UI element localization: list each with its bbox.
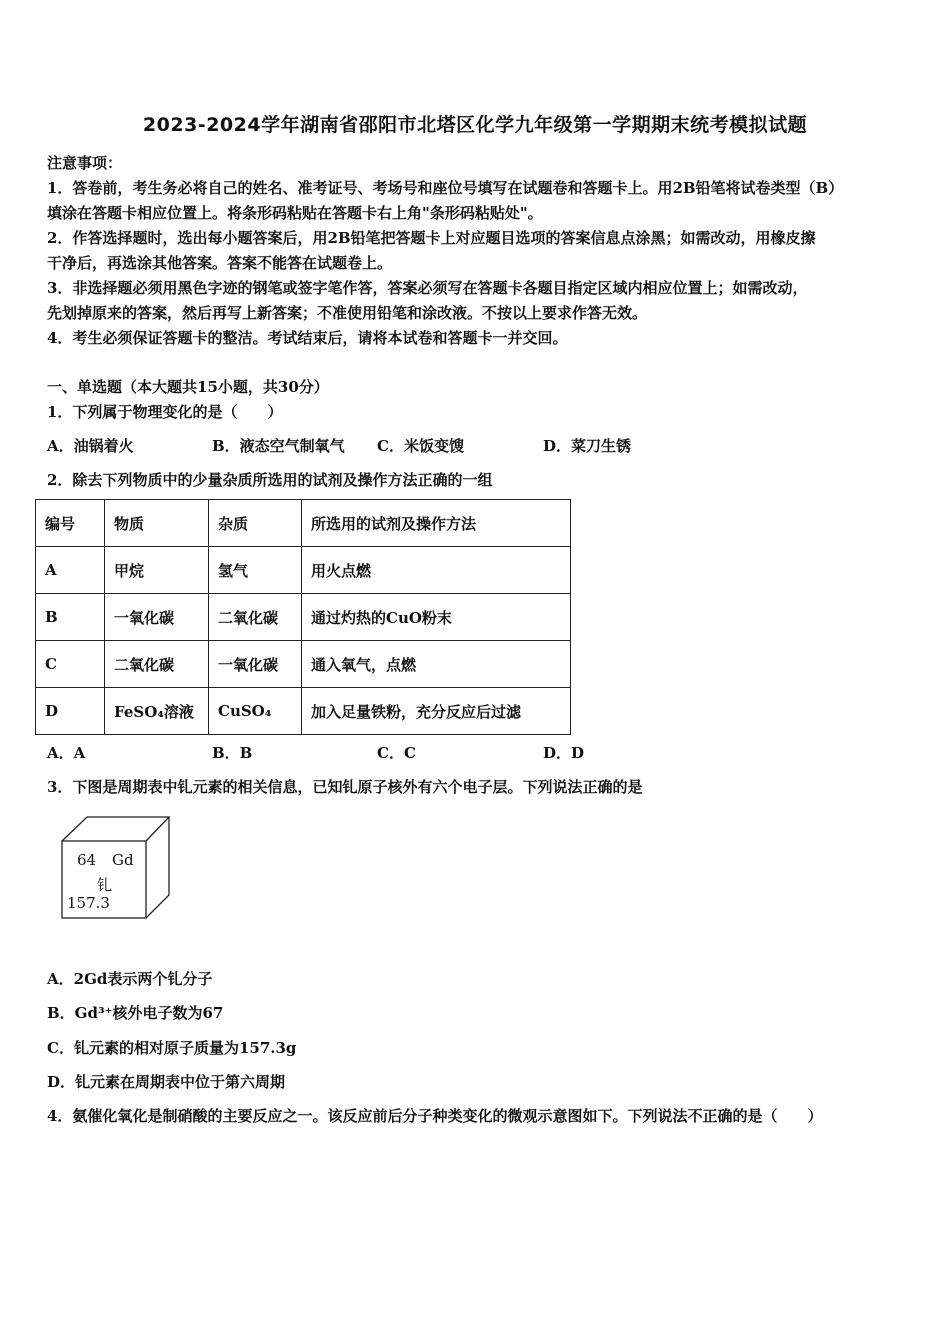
page-title: 2023-2024学年湖南省邵阳市北塔区化学九年级第一学期期末统考模拟试题 (142, 114, 808, 136)
atomic-mass: 157.3 (67, 894, 110, 912)
notice-line: 填涂在答题卡相应位置上。将条形码粘贴在答题卡右上角"条形码粘贴处"。 (47, 204, 543, 222)
table-cell: 甲烷 (105, 547, 209, 594)
table-cell: C (36, 641, 105, 688)
element-name: 钆 (97, 876, 113, 894)
q1-option-b: B．液态空气制氧气 (212, 437, 345, 455)
table-cell: 用火点燃 (302, 547, 571, 594)
notice-line: 2．作答选择题时，选出每小题答案后，用2B铅笔把答题卡上对应题目选项的答案信息点涂黑；如需改动，用橡皮擦 (47, 229, 816, 247)
table-cell: 二氧化碳 (105, 641, 209, 688)
table-cell: 一氧化碳 (209, 641, 302, 688)
table-row (36, 688, 571, 735)
table-cell: FeSO₄溶液 (105, 688, 209, 735)
q3-option-b: B．Gd³⁺核外电子数为67 (47, 1004, 224, 1022)
q2-option-b: B．B (212, 744, 253, 762)
q2-option-d: D．D (543, 744, 585, 762)
table-header-cell: 物质 (105, 500, 209, 547)
table-header-row (36, 500, 571, 547)
table-cell: 通入氧气，点燃 (302, 641, 571, 688)
table-cell: CuSO₄ (209, 688, 302, 735)
table-cell: 加入足量铁粉，充分反应后过滤 (302, 688, 571, 735)
table-cell: 一氧化碳 (105, 594, 209, 641)
q2-stem: 2．除去下列物质中的少量杂质所选用的试剂及操作方法正确的一组 (47, 471, 493, 489)
q1-stem: 1．下列属于物理变化的是（ ） (47, 403, 283, 421)
table-header-cell: 编号 (36, 500, 105, 547)
notice-line: 干净后，再选涂其他答案。答案不能答在试题卷上。 (47, 254, 393, 272)
element-symbol: Gd (112, 851, 134, 869)
q3-option-a: A．2Gd表示两个钆分子 (47, 970, 213, 988)
q4-stem: 4．氨催化氧化是制硝酸的主要反应之一。该反应前后分子种类变化的微观示意图如下。下列说法不正确的是（ ） (47, 1107, 823, 1125)
table-cell: 二氧化碳 (209, 594, 302, 641)
q1-option-c: C．米饭变馊 (377, 437, 464, 455)
notice-line: 先划掉原来的答案，然后再写上新答案；不准使用铅笔和涂改液。不按以上要求作答无效。 (47, 304, 648, 322)
q1-option-d: D．菜刀生锈 (543, 437, 632, 455)
table-row (36, 547, 571, 594)
q2-table (35, 499, 571, 735)
q3-stem: 3．下图是周期表中钆元素的相关信息，已知钆原子核外有六个电子层。下列说法正确的是 (47, 778, 643, 796)
table-header-cell: 所选用的试剂及操作方法 (302, 500, 571, 547)
q1-option-a: A．油锅着火 (47, 437, 134, 455)
notice-line: 1．答卷前，考生务必将自己的姓名、准考证号、考场号和座位号填写在试题卷和答题卡上。用2B铅笔将试卷类型（B） (47, 179, 844, 197)
table-cell: A (36, 547, 105, 594)
atomic-number: 64 (77, 851, 97, 869)
table-cell: B (36, 594, 105, 641)
q3-option-d: D．钆元素在周期表中位于第六周期 (47, 1073, 286, 1091)
table-row (36, 641, 571, 688)
section-heading: 一、单选题（本大题共15小题，共30分） (47, 378, 329, 396)
q2-option-c: C．C (377, 744, 416, 762)
notice-line: 3．非选择题必须用黑色字迹的钢笔或签字笔作答，答案必须写在答题卡各题目指定区域内相应位置上；如需改动， (47, 279, 808, 297)
table-row (36, 594, 571, 641)
q2-option-a: A．A (47, 744, 86, 762)
table-header-cell: 杂质 (209, 500, 302, 547)
q3-option-c: C．钆元素的相对原子质量为157.3g (47, 1039, 297, 1057)
table-cell: 通过灼热的CuO粉末 (302, 594, 571, 641)
table-cell: 氢气 (209, 547, 302, 594)
notice-heading: 注意事项： (47, 154, 123, 172)
table-cell: D (36, 688, 105, 735)
notice-line: 4．考生必须保证答题卡的整洁。考试结束后，请将本试卷和答题卡一并交回。 (47, 329, 568, 347)
